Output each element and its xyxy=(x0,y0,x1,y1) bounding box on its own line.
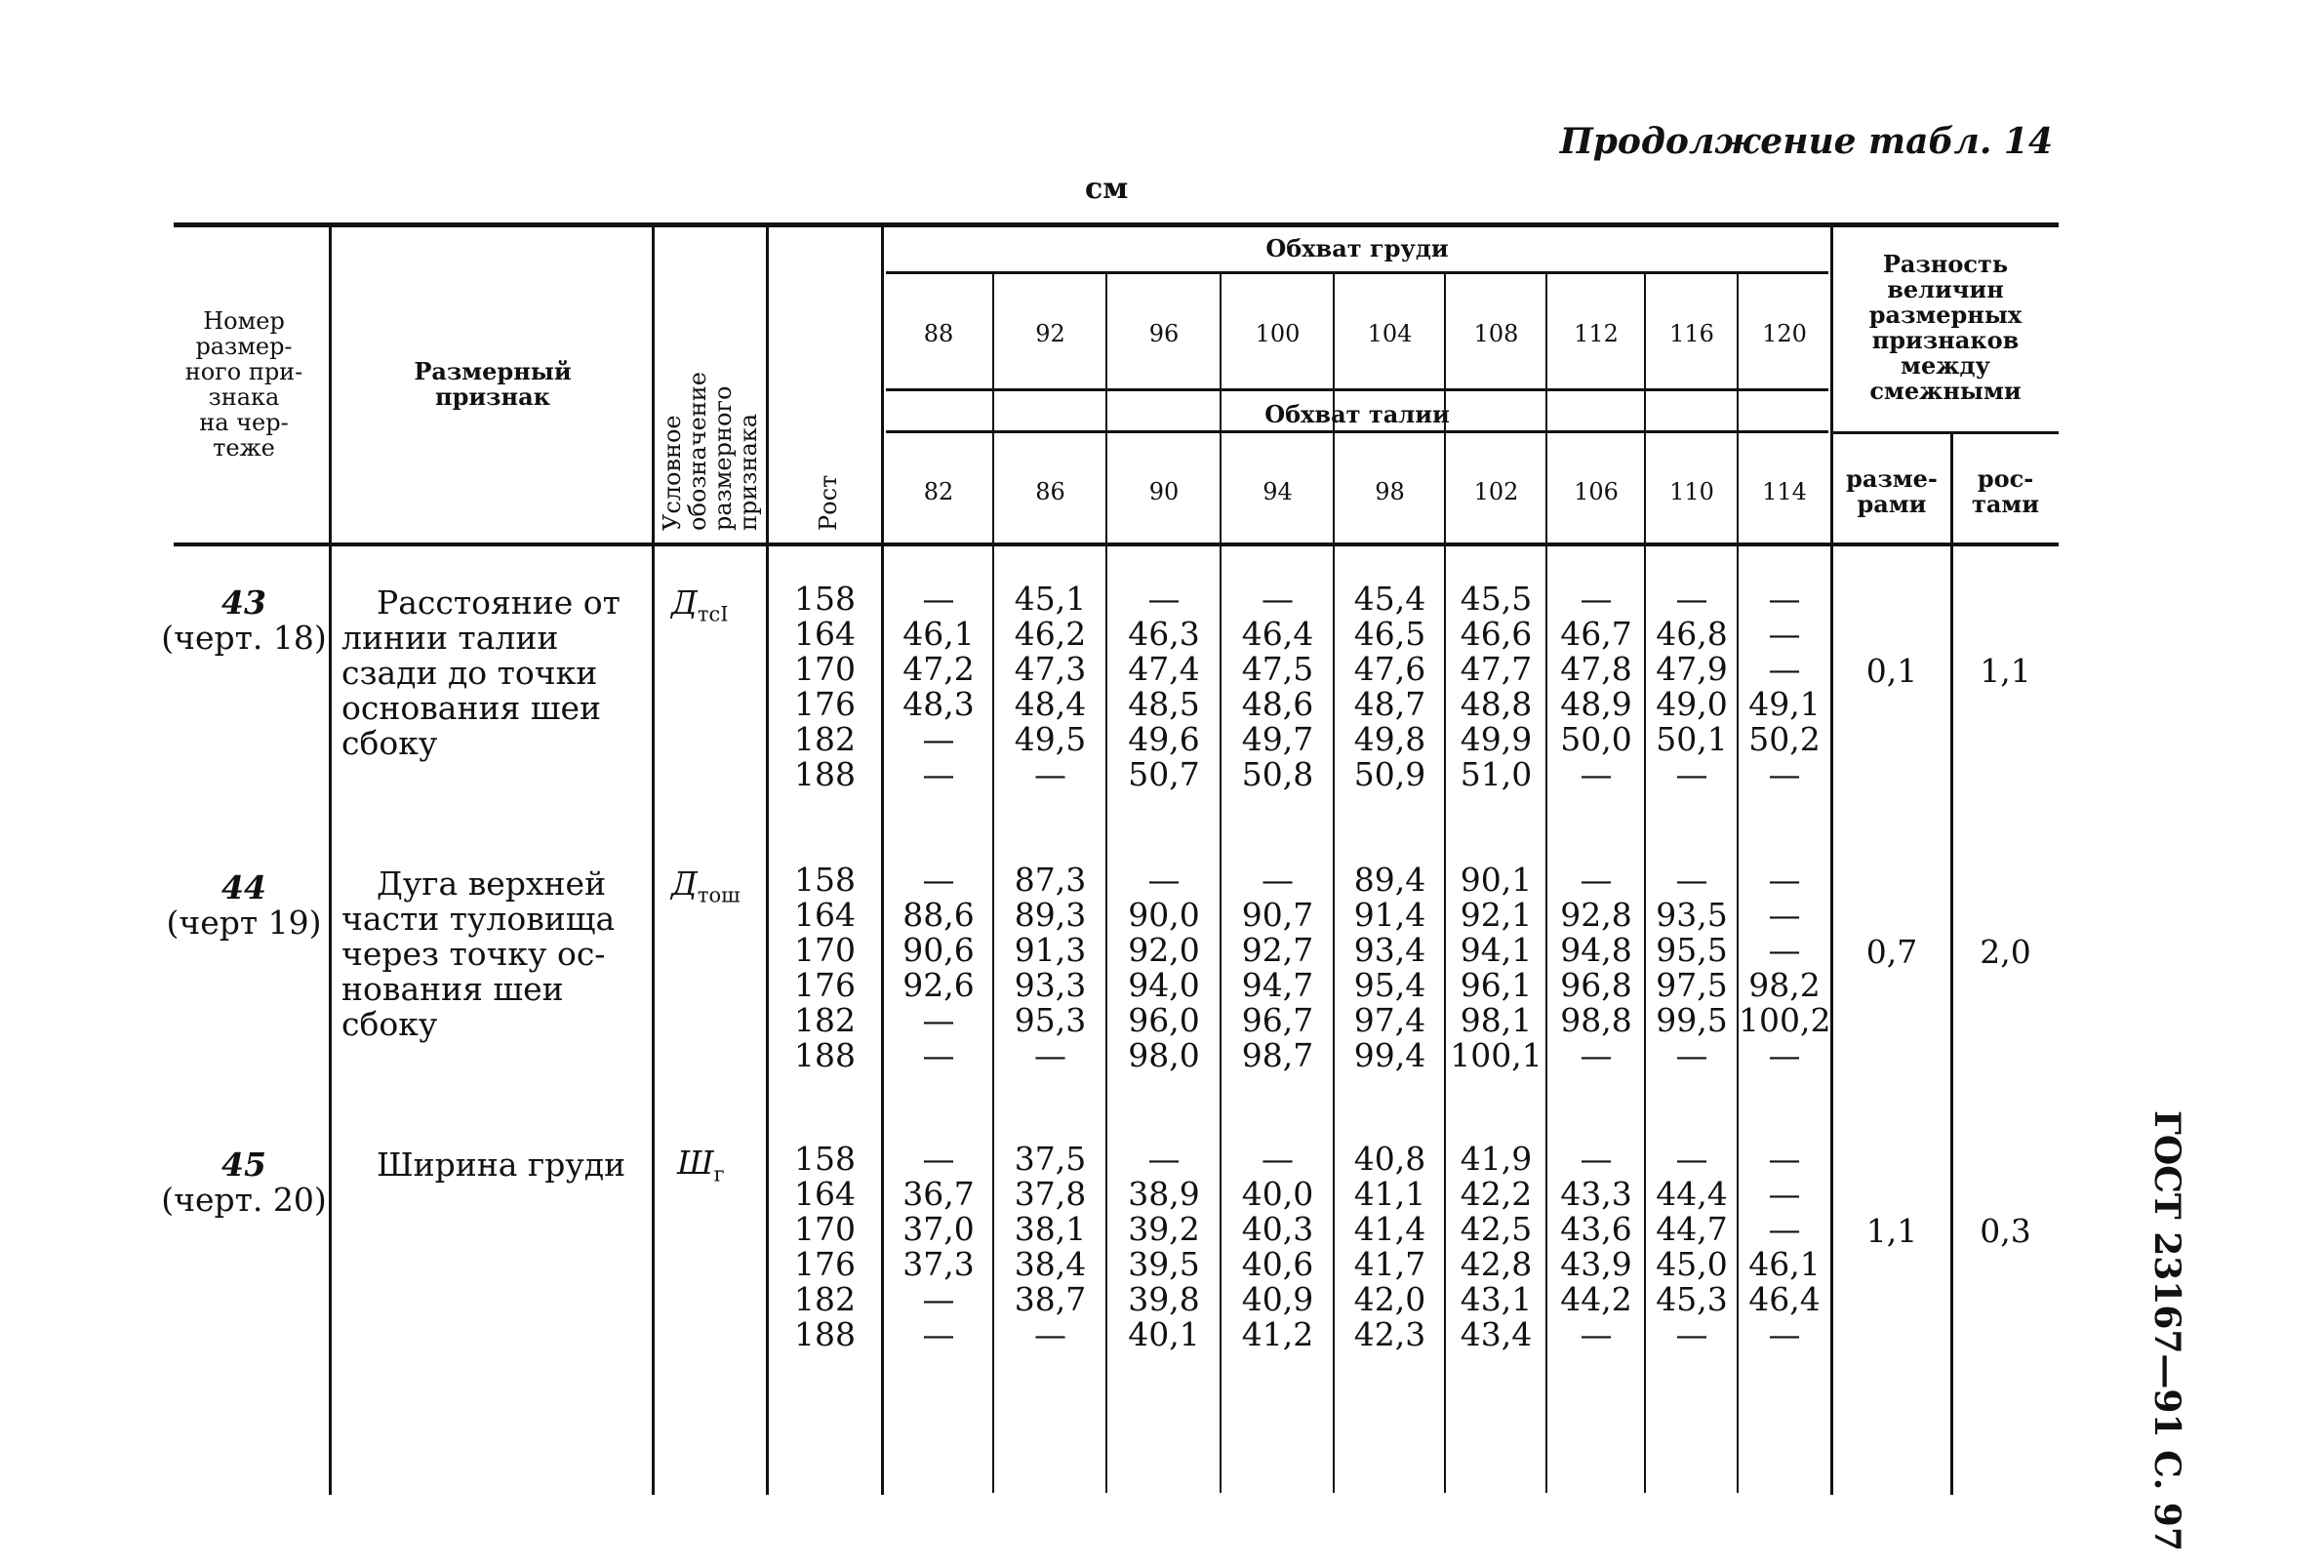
row-cell: 90,1 92,1 94,1 96,1 98,1 100,1 xyxy=(1450,861,1543,1074)
waist-value: 90 xyxy=(1148,478,1180,505)
waist-value: 82 xyxy=(923,478,954,505)
row-cell: 45,5 46,6 47,7 48,8 49,9 51,0 xyxy=(1460,580,1533,793)
chest-value: 108 xyxy=(1473,320,1519,347)
row-diff-sizes: 0,7 xyxy=(1865,933,1918,971)
row-diff-heights: 1,1 xyxy=(1980,652,2031,690)
row-cell: — 93,5 95,5 97,5 99,5 — xyxy=(1656,861,1728,1074)
row-cell: 41,9 42,2 42,5 42,8 43,1 43,4 xyxy=(1460,1140,1533,1353)
chest-value: 112 xyxy=(1574,320,1619,347)
row-symbol: $Д_{тсI}$ xyxy=(671,583,729,626)
table-top-rule xyxy=(174,222,2059,227)
header-number: Номер размер- ного при- знака на чер- теже xyxy=(184,307,303,462)
waist-rule-bottom xyxy=(886,430,1828,433)
row-cell: — 90,7 92,7 94,7 96,7 98,7 xyxy=(1241,861,1314,1074)
chest-value: 88 xyxy=(923,320,954,347)
rule-v2 xyxy=(652,226,655,1495)
row-cell: 45,4 46,5 47,6 48,7 49,8 50,9 xyxy=(1353,580,1426,793)
chest-label: Обхват груди xyxy=(1265,234,1449,262)
chest-rule xyxy=(886,271,1828,274)
waist-value: 98 xyxy=(1375,478,1405,505)
row-cell: — 46,4 47,5 48,6 49,7 50,8 xyxy=(1241,580,1314,793)
waist-value: 106 xyxy=(1574,478,1619,505)
row-diff-sizes: 1,1 xyxy=(1865,1212,1918,1250)
chest-value: 116 xyxy=(1669,320,1714,347)
row-cell: — — — 49,1 50,2 — xyxy=(1748,580,1821,793)
table-caption: Продолжение табл. 14 xyxy=(1559,121,2053,162)
row-cell: 87,3 89,3 91,3 93,3 95,3 — xyxy=(1014,861,1087,1074)
row-cell: — — — 46,1 46,4 — xyxy=(1748,1140,1821,1353)
row-diff-heights: 2,0 xyxy=(1980,933,2031,971)
row-feature: Расстояние от линии талии сзади до точки основания шеи сбоку xyxy=(341,583,621,762)
waist-value: 86 xyxy=(1035,478,1065,505)
header-diff: Разность величин размерных признаков между смежными xyxy=(1868,250,2023,405)
row-feature: Дуга верхней части туловища через точку ос- нования шеи сбоку xyxy=(341,864,616,1043)
row-cell: 40,8 41,1 41,4 41,7 42,0 42,3 xyxy=(1353,1140,1426,1353)
row-cell: — 38,9 39,2 39,5 39,8 40,1 xyxy=(1128,1140,1200,1353)
waist-label: Обхват талии xyxy=(1264,400,1450,428)
chest-value: 104 xyxy=(1367,320,1413,347)
rule-v14 xyxy=(1950,431,1953,1495)
rule-v13 xyxy=(1830,226,1833,1495)
row-diff-heights: 0,3 xyxy=(1980,1212,2031,1250)
waist-value: 102 xyxy=(1473,478,1519,505)
header-symbol: Условное обозначение размерного признака xyxy=(659,371,762,531)
row-diff-sizes: 0,1 xyxy=(1865,652,1918,690)
header-feature: Размерный признак xyxy=(414,357,572,411)
row-feature: Ширина груди xyxy=(377,1146,626,1184)
header-diff-sizes: разме- рами xyxy=(1846,464,1938,518)
row-cell: 37,5 37,8 38,1 38,4 38,7 — xyxy=(1014,1140,1087,1353)
row-cell: — 46,1 47,2 48,3 — — xyxy=(902,580,975,793)
row-cell: — 43,3 43,6 43,9 44,2 — xyxy=(1560,1140,1632,1353)
waist-value: 114 xyxy=(1762,478,1807,505)
row-cell: — 46,7 47,8 48,9 50,0 — xyxy=(1560,580,1632,793)
row-number: 45 (черт. 20) xyxy=(161,1146,327,1219)
row-symbol: $Ш_г$ xyxy=(677,1144,725,1186)
chest-value: 100 xyxy=(1255,320,1301,347)
header-diff-heights: рос- тами xyxy=(1971,464,2040,518)
diff-rule xyxy=(1830,431,2059,434)
row-cell: — 46,3 47,4 48,5 49,6 50,7 xyxy=(1128,580,1200,793)
header-bottom-rule xyxy=(174,543,2059,546)
row-heights: 158 164 170 176 182 188 xyxy=(794,1140,856,1353)
row-cell: — 88,6 90,6 92,6 — — xyxy=(902,861,975,1074)
row-heights: 158 164 170 176 182 188 xyxy=(794,580,856,793)
waist-rule-top xyxy=(886,388,1828,391)
row-heights: 158 164 170 176 182 188 xyxy=(794,861,856,1074)
unit-label: см xyxy=(1085,172,1129,206)
row-cell: 89,4 91,4 93,4 95,4 97,4 99,4 xyxy=(1353,861,1426,1074)
row-cell: — — — 98,2 100,2 — xyxy=(1739,861,1831,1074)
row-cell: 45,1 46,2 47,3 48,4 49,5 — xyxy=(1014,580,1087,793)
header-height: Рост xyxy=(815,474,842,531)
row-cell: — 36,7 37,0 37,3 — — xyxy=(902,1140,975,1353)
row-number: 43 (черт. 18) xyxy=(161,583,327,657)
row-cell: — 44,4 44,7 45,0 45,3 — xyxy=(1656,1140,1728,1353)
chest-value: 92 xyxy=(1035,320,1065,347)
row-cell: — 46,8 47,9 49,0 50,1 — xyxy=(1656,580,1728,793)
waist-value: 94 xyxy=(1262,478,1293,505)
chest-value: 120 xyxy=(1762,320,1807,347)
side-label: ГОСТ 23167—91 С. 97 xyxy=(2146,1110,2187,1551)
row-symbol: $Д_{тош}$ xyxy=(671,864,741,907)
row-number: 44 (черт 19) xyxy=(166,868,322,942)
chest-value: 96 xyxy=(1148,320,1180,347)
waist-value: 110 xyxy=(1669,478,1714,505)
row-cell: — 90,0 92,0 94,0 96,0 98,0 xyxy=(1128,861,1200,1074)
row-cell: — 92,8 94,8 96,8 98,8 — xyxy=(1560,861,1632,1074)
row-cell: — 40,0 40,3 40,6 40,9 41,2 xyxy=(1241,1140,1314,1353)
